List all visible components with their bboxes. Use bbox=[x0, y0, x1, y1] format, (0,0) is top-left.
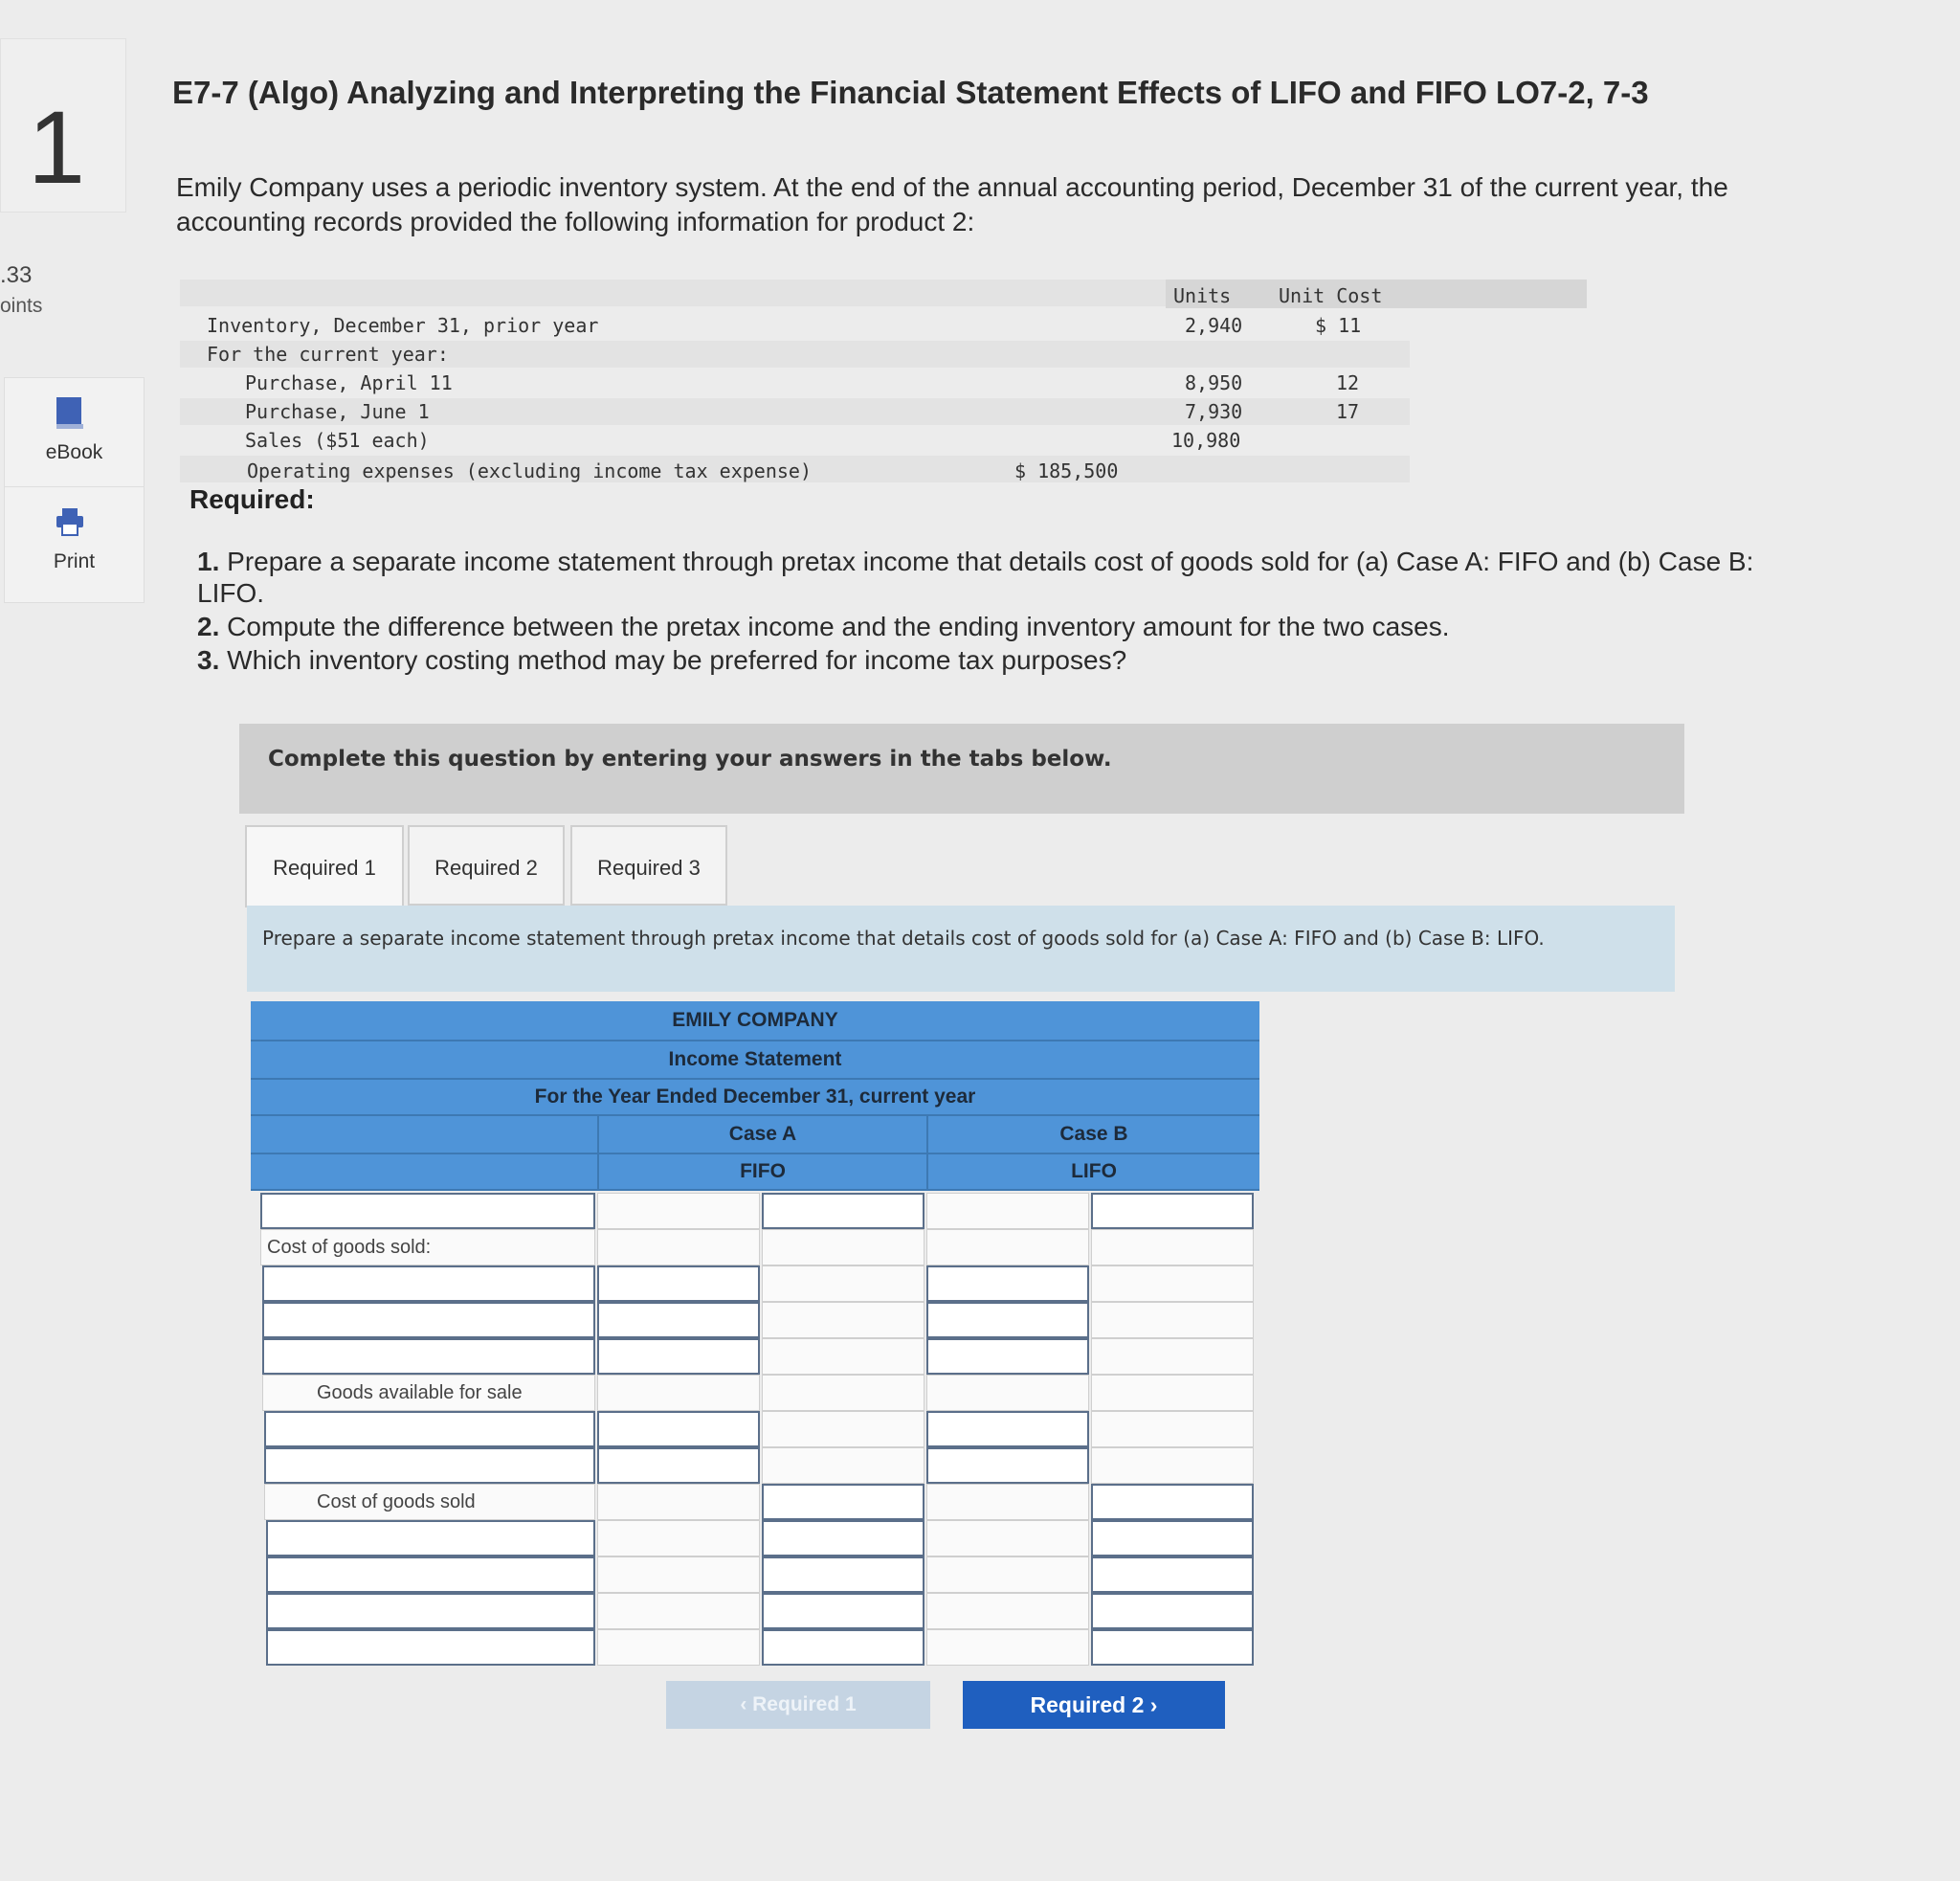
statement-row bbox=[260, 1629, 1256, 1666]
cogs-label: Cost of goods sold bbox=[317, 1491, 476, 1512]
amount-cell bbox=[1091, 1447, 1254, 1484]
header-fifo: FIFO bbox=[597, 1154, 926, 1189]
account-select[interactable] bbox=[262, 1265, 595, 1302]
row-label: Operating expenses (excluding income tax expense) bbox=[247, 459, 813, 482]
label-cell bbox=[262, 1375, 595, 1411]
case-b-total-input[interactable] bbox=[1091, 1556, 1254, 1593]
required-item bbox=[197, 611, 1786, 642]
case-b-detail-input[interactable] bbox=[926, 1302, 1089, 1338]
statement-row bbox=[260, 1375, 1256, 1411]
print-label: Print bbox=[53, 550, 96, 572]
case-b-total-input[interactable] bbox=[1091, 1520, 1254, 1556]
case-b-detail-input[interactable] bbox=[926, 1411, 1089, 1447]
item-number: 2. bbox=[197, 612, 220, 641]
header-case-b: Case B bbox=[926, 1116, 1259, 1153]
amount-cell bbox=[1091, 1338, 1254, 1375]
amount-cell bbox=[926, 1629, 1089, 1666]
row-unit-cost: 12 bbox=[1336, 371, 1360, 394]
question-intro: Emily Company uses a periodic inventory system. At the end of the annual accounting period, December 31 of the current year, the accounting records provided the following information for product 2: bbox=[176, 172, 1728, 236]
next-tab-button[interactable] bbox=[963, 1681, 1225, 1729]
case-b-goods-available bbox=[926, 1375, 1089, 1411]
account-select[interactable] bbox=[264, 1447, 595, 1484]
statement-row bbox=[260, 1556, 1256, 1593]
amount-cell bbox=[1091, 1411, 1254, 1447]
case-b-detail-input[interactable] bbox=[926, 1338, 1089, 1375]
account-select[interactable] bbox=[266, 1593, 595, 1629]
amount-cell bbox=[597, 1556, 760, 1593]
case-a-total-input[interactable] bbox=[762, 1193, 924, 1229]
amount-cell bbox=[597, 1229, 760, 1265]
row-label: Inventory, December 31, prior year bbox=[207, 314, 599, 337]
row-unit-cost: 17 bbox=[1336, 400, 1360, 423]
amount-cell bbox=[1091, 1375, 1254, 1411]
row-units: 7,930 bbox=[1185, 400, 1243, 423]
case-a-total-input[interactable] bbox=[762, 1520, 924, 1556]
amount-cell bbox=[597, 1593, 760, 1629]
statement-row bbox=[260, 1447, 1256, 1484]
statement-row bbox=[260, 1302, 1256, 1338]
row-units: 8,950 bbox=[1185, 371, 1243, 394]
item-text: Prepare a separate income statement through pretax income that details cost of goods sold for (a) Case A: FIFO and (b) Case B: LIFO. bbox=[197, 547, 1754, 608]
case-a-total-input[interactable] bbox=[762, 1556, 924, 1593]
amount-cell bbox=[762, 1375, 924, 1411]
label-cell bbox=[260, 1229, 595, 1265]
case-b-detail-input[interactable] bbox=[926, 1447, 1089, 1484]
required-heading: Required: bbox=[189, 484, 315, 514]
tab-label: Required 1 bbox=[273, 856, 376, 880]
statement-row bbox=[260, 1484, 1256, 1520]
row-label: Purchase, June 1 bbox=[245, 400, 430, 423]
item-number: 3. bbox=[197, 645, 220, 675]
case-b-total-input[interactable] bbox=[1091, 1629, 1254, 1666]
statement-row bbox=[260, 1520, 1256, 1556]
ebook-button[interactable] bbox=[4, 377, 145, 494]
amount-cell bbox=[597, 1484, 760, 1520]
case-a-detail-input[interactable] bbox=[597, 1265, 760, 1302]
account-select[interactable] bbox=[266, 1629, 595, 1666]
amount-cell bbox=[926, 1193, 1089, 1229]
goods-available-label: Goods available for sale bbox=[317, 1382, 523, 1403]
amount-cell bbox=[597, 1629, 760, 1666]
prev-tab-button[interactable] bbox=[666, 1681, 930, 1729]
points-value: .33 bbox=[0, 262, 33, 288]
row-unit-cost: $ 11 bbox=[1315, 314, 1362, 337]
row-label: For the current year: bbox=[207, 343, 449, 366]
question-number: 1 bbox=[28, 89, 86, 205]
question-title: E7-7 (Algo) Analyzing and Interpreting the Financial Statement Effects of LIFO and FIFO LO7-2, 7-3 bbox=[172, 75, 1649, 110]
chevron-left-icon: ‹ bbox=[740, 1693, 753, 1715]
instruction-text: Complete this question by entering your answers in the tabs below. bbox=[268, 747, 1112, 772]
case-b-cogs-input[interactable] bbox=[1091, 1484, 1254, 1520]
statement-name: Income Statement bbox=[251, 1041, 1259, 1080]
case-b-detail-input[interactable] bbox=[926, 1265, 1089, 1302]
amount-cell bbox=[1091, 1229, 1254, 1265]
statement-row bbox=[260, 1229, 1256, 1265]
amount-cell bbox=[762, 1411, 924, 1447]
case-b-total-input[interactable] bbox=[1091, 1193, 1254, 1229]
tab-required-3[interactable] bbox=[570, 825, 727, 906]
col-header-unit-cost: Unit Cost bbox=[1279, 284, 1383, 307]
tab-required-2[interactable] bbox=[408, 825, 565, 906]
required-item bbox=[197, 644, 1786, 676]
amount-cell bbox=[926, 1556, 1089, 1593]
amount-cell bbox=[1091, 1265, 1254, 1302]
tab-description-text: Prepare a separate income statement through pretax income that details cost of goods sold for (a) Case A: FIFO and (b) Case B: LIFO. bbox=[262, 927, 1545, 950]
inventory-data-table bbox=[180, 280, 1410, 484]
statement-period: For the Year Ended December 31, current year bbox=[251, 1080, 1259, 1116]
case-a-cogs-input[interactable] bbox=[762, 1484, 924, 1520]
row-label: Sales ($51 each) bbox=[245, 429, 430, 452]
account-select[interactable] bbox=[260, 1193, 595, 1229]
header-row-method bbox=[251, 1154, 1259, 1191]
item-text: Compute the difference between the pretax income and the ending inventory amount for the two cases. bbox=[227, 612, 1450, 641]
amount-cell bbox=[926, 1593, 1089, 1629]
row-units: 2,940 bbox=[1185, 314, 1243, 337]
header-lifo: LIFO bbox=[926, 1154, 1259, 1189]
statement-row bbox=[260, 1193, 1256, 1229]
required-list bbox=[197, 546, 1786, 678]
row-units: 10,980 bbox=[1171, 429, 1241, 452]
case-a-total-input[interactable] bbox=[762, 1629, 924, 1666]
points-label: oints bbox=[0, 295, 43, 317]
case-a-detail-input[interactable] bbox=[597, 1411, 760, 1447]
amount-cell bbox=[762, 1338, 924, 1375]
row-label: Purchase, April 11 bbox=[245, 371, 453, 394]
amount-cell bbox=[597, 1193, 760, 1229]
statement-row bbox=[260, 1265, 1256, 1302]
account-select[interactable] bbox=[262, 1302, 595, 1338]
tab-label: Required 3 bbox=[597, 856, 701, 880]
amount-cell bbox=[597, 1520, 760, 1556]
account-select[interactable] bbox=[262, 1338, 595, 1375]
item-text: Which inventory costing method may be preferred for income tax purposes? bbox=[227, 645, 1127, 675]
account-select[interactable] bbox=[264, 1411, 595, 1447]
next-label: Required 2 bbox=[1030, 1692, 1145, 1717]
case-a-detail-input[interactable] bbox=[597, 1447, 760, 1484]
instruction-box bbox=[239, 724, 1684, 814]
amount-cell bbox=[926, 1484, 1089, 1520]
header-row-case bbox=[251, 1116, 1259, 1154]
amount-cell bbox=[762, 1447, 924, 1484]
prev-label: Required 1 bbox=[752, 1693, 857, 1715]
account-select[interactable] bbox=[266, 1520, 595, 1556]
ebook-label: eBook bbox=[45, 441, 103, 463]
amount-cell bbox=[926, 1229, 1089, 1265]
item-number: 1. bbox=[197, 547, 220, 576]
chevron-right-icon: › bbox=[1144, 1692, 1158, 1717]
print-button[interactable] bbox=[4, 486, 145, 603]
label-cell bbox=[264, 1484, 595, 1520]
printer-icon bbox=[55, 504, 85, 541]
header-case-a: Case A bbox=[597, 1116, 926, 1153]
tab-required-1[interactable] bbox=[245, 825, 404, 907]
tab-description bbox=[247, 906, 1675, 992]
statement-row bbox=[260, 1593, 1256, 1629]
amount-cell bbox=[762, 1302, 924, 1338]
account-select[interactable] bbox=[266, 1556, 595, 1593]
cogs-heading-label: Cost of goods sold: bbox=[267, 1237, 432, 1258]
col-header-units: Units bbox=[1173, 284, 1232, 307]
statement-row bbox=[260, 1338, 1256, 1375]
case-a-detail-input[interactable] bbox=[597, 1302, 760, 1338]
case-a-goods-available bbox=[597, 1375, 760, 1411]
case-a-total-input[interactable] bbox=[762, 1593, 924, 1629]
question-number-box bbox=[0, 38, 126, 213]
amount-cell bbox=[926, 1520, 1089, 1556]
amount-cell bbox=[762, 1265, 924, 1302]
tab-label: Required 2 bbox=[434, 856, 538, 880]
amount-cell bbox=[1091, 1302, 1254, 1338]
required-item bbox=[197, 546, 1786, 609]
statement-row bbox=[260, 1411, 1256, 1447]
amount-cell bbox=[762, 1229, 924, 1265]
book-icon bbox=[55, 395, 85, 432]
row-amount: $ 185,500 bbox=[1014, 459, 1119, 482]
case-b-total-input[interactable] bbox=[1091, 1593, 1254, 1629]
statement-company: EMILY COMPANY bbox=[251, 1001, 1259, 1041]
case-a-detail-input[interactable] bbox=[597, 1338, 760, 1375]
